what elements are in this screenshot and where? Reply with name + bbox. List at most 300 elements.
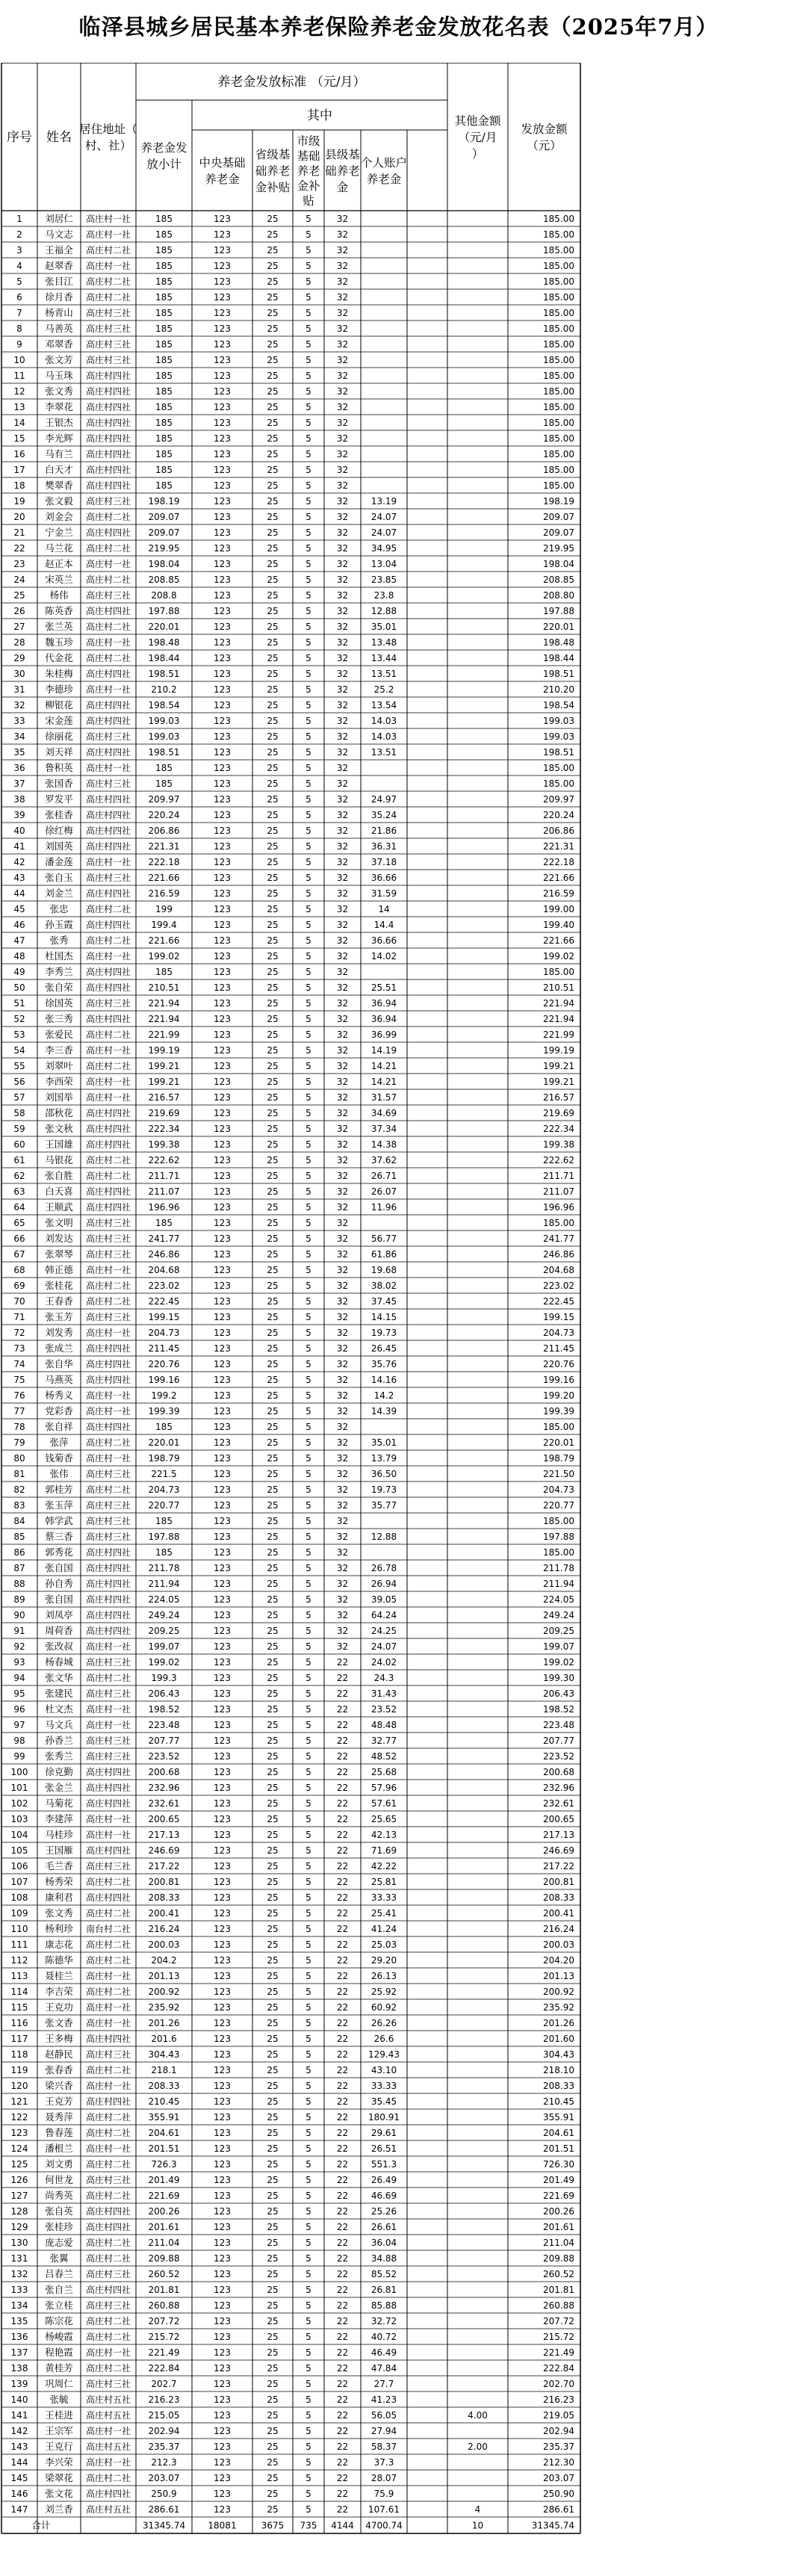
cell-payout: 201.26 <box>543 2018 574 2028</box>
cell-name: 魏玉珍 <box>45 637 73 648</box>
totals-provincial: 3675 <box>261 2520 285 2531</box>
cell-county: 32 <box>336 261 349 271</box>
cell-central: 123 <box>214 2504 231 2515</box>
cell-municipal: 5 <box>306 543 311 554</box>
cell-county: 22 <box>336 2065 349 2075</box>
cell-address: 高庄村五社 <box>85 2410 131 2421</box>
cell-seq: 72 <box>13 1328 25 1338</box>
cell-name: 朱桂梅 <box>45 668 73 679</box>
cell-address: 高庄村四社 <box>85 465 131 475</box>
cell-payout: 185.00 <box>543 308 574 318</box>
cell-county: 32 <box>336 1249 349 1260</box>
cell-address: 南台村二社 <box>85 1924 131 1934</box>
cell-subtotal: 209.97 <box>148 794 180 805</box>
cell-county: 32 <box>336 763 349 773</box>
cell-address: 高庄村四社 <box>85 1626 131 1636</box>
cell-personal: 29.61 <box>370 2128 397 2138</box>
cell-provincial: 25 <box>267 386 279 397</box>
cell-address: 高庄村一社 <box>85 857 131 867</box>
cell-name: 李光辉 <box>45 433 73 444</box>
cell-subtotal: 222.62 <box>148 1155 180 1165</box>
cell-municipal: 5 <box>306 669 311 679</box>
cell-payout: 185.00 <box>543 449 574 459</box>
cell-subtotal: 198.79 <box>148 1453 180 1464</box>
cell-municipal: 5 <box>306 292 311 303</box>
cell-provincial: 25 <box>267 2426 279 2436</box>
cell-payout: 224.05 <box>543 1594 574 1605</box>
cell-central: 123 <box>214 1877 231 1887</box>
cell-central: 123 <box>214 496 231 507</box>
cell-provincial: 25 <box>267 2018 279 2028</box>
cell-central: 123 <box>214 1218 231 1228</box>
cell-personal: 24.97 <box>370 794 397 805</box>
cell-central: 123 <box>214 2222 231 2232</box>
cell-payout: 250.90 <box>543 2489 574 2499</box>
cell-subtotal: 235.37 <box>148 2442 180 2452</box>
cell-address: 高庄村四社 <box>85 433 131 444</box>
cell-county: 32 <box>336 794 349 805</box>
cell-seq: 133 <box>10 2285 28 2295</box>
cell-provincial: 25 <box>267 1390 279 1401</box>
cell-address: 高庄村一社 <box>85 1092 131 1103</box>
cell-municipal: 5 <box>306 1343 311 1354</box>
cell-seq: 144 <box>10 2457 28 2468</box>
cell-name: 宋英兰 <box>45 574 73 585</box>
cell-seq: 42 <box>13 857 25 867</box>
cell-address: 高庄村四社 <box>85 1124 131 1134</box>
cell-subtotal: 218.1 <box>151 2065 177 2075</box>
cell-county: 32 <box>336 1014 349 1024</box>
cell-central: 123 <box>214 1155 231 1165</box>
cell-municipal: 5 <box>306 527 311 538</box>
cell-municipal: 5 <box>306 2489 311 2499</box>
cell-central: 123 <box>214 2473 231 2483</box>
cell-provincial: 25 <box>267 2410 279 2421</box>
cell-county: 32 <box>336 1233 349 1244</box>
cell-name: 刘兰香 <box>45 2504 73 2515</box>
cell-name: 刘天祥 <box>45 746 73 758</box>
header-other: 其他金额 <box>454 114 501 128</box>
cell-personal: 14.15 <box>370 1312 397 1322</box>
cell-municipal: 5 <box>306 622 311 632</box>
cell-name: 孙香兰 <box>45 1735 73 1746</box>
cell-personal: 14.02 <box>370 951 397 962</box>
header-provincial: 础养老 <box>255 164 291 178</box>
cell-central: 123 <box>214 1469 231 1479</box>
cell-county: 32 <box>336 1453 349 1464</box>
cell-county: 32 <box>336 716 349 726</box>
cell-payout: 199.02 <box>543 951 574 962</box>
cell-payout: 185.00 <box>543 480 574 491</box>
cell-subtotal: 221.94 <box>148 998 180 1009</box>
cell-central: 123 <box>214 1422 231 1432</box>
cell-municipal: 5 <box>306 1375 311 1385</box>
cell-provincial: 25 <box>267 1030 279 1040</box>
cell-payout: 208.33 <box>543 1892 574 1903</box>
cell-provincial: 25 <box>267 2379 279 2389</box>
cell-provincial: 25 <box>267 1704 279 1715</box>
cell-subtotal: 210.2 <box>151 684 177 695</box>
cell-personal: 47.84 <box>370 2363 397 2374</box>
totals-label: 合计 <box>31 2519 51 2531</box>
cell-provincial: 25 <box>267 967 279 977</box>
cell-name: 刘居仁 <box>45 213 73 224</box>
cell-provincial: 25 <box>267 2175 279 2185</box>
cell-provincial: 25 <box>267 1092 279 1103</box>
cell-county: 32 <box>336 684 349 695</box>
cell-personal: 42.13 <box>370 1830 397 1840</box>
cell-provincial: 25 <box>267 747 279 758</box>
cell-municipal: 5 <box>306 700 311 710</box>
cell-central: 123 <box>214 716 231 726</box>
cell-seq: 38 <box>13 794 25 805</box>
cell-subtotal: 223.02 <box>148 1281 180 1291</box>
cell-payout: 221.66 <box>543 935 574 946</box>
cell-subtotal: 185 <box>155 292 173 303</box>
cell-subtotal: 199.03 <box>148 731 180 742</box>
cell-name: 邵秋花 <box>45 1107 73 1118</box>
cell-county: 32 <box>336 292 349 303</box>
cell-municipal: 5 <box>306 1233 311 1244</box>
cell-payout: 222.84 <box>543 2363 574 2374</box>
cell-subtotal: 199.19 <box>148 1045 180 1056</box>
cell-name: 马银花 <box>45 1154 73 1165</box>
cell-address: 高庄村二社 <box>85 1939 131 1950</box>
cell-municipal: 5 <box>306 1594 311 1605</box>
cell-subtotal: 196.96 <box>148 1202 180 1213</box>
cell-seq: 76 <box>13 1390 25 1401</box>
cell-subtotal: 204.73 <box>148 1328 180 1338</box>
cell-municipal: 5 <box>306 1845 311 1856</box>
cell-seq: 73 <box>13 1343 25 1354</box>
cell-payout: 204.73 <box>543 1328 574 1338</box>
cell-county: 32 <box>336 841 349 852</box>
cell-name: 刘国英 <box>45 840 73 852</box>
cell-provincial: 25 <box>267 339 279 350</box>
cell-name: 吕春兰 <box>45 2268 73 2279</box>
cell-subtotal: 199.02 <box>148 1657 180 1668</box>
cell-county: 22 <box>336 1673 349 1683</box>
cell-address: 高庄村四社 <box>85 418 131 428</box>
cell-county: 32 <box>336 355 349 365</box>
cell-central: 123 <box>214 2081 231 2091</box>
cell-provincial: 25 <box>267 590 279 601</box>
cell-municipal: 5 <box>306 1516 311 1526</box>
cell-county: 22 <box>336 1987 349 1997</box>
cell-payout: 222.34 <box>543 1124 574 1134</box>
cell-subtotal: 200.03 <box>148 1939 180 1950</box>
cell-county: 22 <box>336 1877 349 1887</box>
cell-address: 高庄村一社 <box>85 229 131 240</box>
cell-name: 张伟 <box>49 1468 69 1479</box>
cell-address: 高庄村一社 <box>85 1265 131 1275</box>
cell-payout: 211.71 <box>543 1171 574 1181</box>
cell-seq: 100 <box>10 1767 28 1777</box>
cell-personal: 35.45 <box>370 2096 397 2107</box>
cell-subtotal: 217.13 <box>148 1830 180 1840</box>
cell-county: 32 <box>336 1218 349 1228</box>
cell-seq: 39 <box>13 810 25 820</box>
cell-address: 高庄村二社 <box>85 1908 131 1919</box>
cell-municipal: 5 <box>306 2143 311 2154</box>
cell-payout: 201.60 <box>543 2034 574 2044</box>
cell-county: 22 <box>336 2143 349 2154</box>
cell-county: 22 <box>336 1861 349 1871</box>
cell-payout: 216.57 <box>543 1092 574 1103</box>
cell-address: 高庄村四社 <box>85 794 131 805</box>
cell-municipal: 5 <box>306 371 311 381</box>
cell-municipal: 5 <box>306 1767 311 1777</box>
cell-provincial: 25 <box>267 1783 279 1793</box>
cell-subtotal: 201.49 <box>148 2175 180 2185</box>
cell-seq: 60 <box>13 1139 25 1150</box>
cell-central: 123 <box>214 2096 231 2107</box>
cell-seq: 50 <box>13 982 25 993</box>
cell-seq: 93 <box>13 1657 25 1668</box>
cell-payout: 209.97 <box>543 794 574 805</box>
cell-seq: 61 <box>13 1155 25 1165</box>
cell-name: 李吉荣 <box>45 1986 73 1997</box>
cell-payout: 185.00 <box>543 276 574 287</box>
cell-personal: 13.51 <box>370 669 397 679</box>
cell-address: 高庄村四社 <box>85 527 131 538</box>
cell-seq: 84 <box>13 1516 25 1526</box>
cell-central: 123 <box>214 527 231 538</box>
cell-personal: 39.05 <box>370 1594 397 1605</box>
cell-central: 123 <box>214 2065 231 2075</box>
cell-address: 高庄村三社 <box>85 2175 131 2185</box>
cell-provincial: 25 <box>267 1469 279 1479</box>
cell-provincial: 25 <box>267 1296 279 1307</box>
cell-provincial: 25 <box>267 606 279 616</box>
cell-municipal: 5 <box>306 1328 311 1338</box>
cell-seq: 136 <box>10 2332 28 2342</box>
cell-address: 高庄村一社 <box>85 763 131 773</box>
cell-personal: 26.13 <box>370 1971 397 1981</box>
cell-address: 高庄村四社 <box>85 1014 131 1024</box>
cell-seq: 109 <box>10 1908 28 1919</box>
cell-subtotal: 199.2 <box>151 1390 177 1401</box>
cell-personal: 14.19 <box>370 1045 397 1056</box>
cell-provincial: 25 <box>267 1657 279 1668</box>
cell-municipal: 5 <box>306 1171 311 1181</box>
cell-county: 22 <box>336 2002 349 2013</box>
cell-payout: 219.05 <box>543 2410 574 2421</box>
cell-county: 32 <box>336 606 349 616</box>
cell-central: 123 <box>214 2394 231 2405</box>
cell-central: 123 <box>214 998 231 1009</box>
cell-name: 张成兰 <box>45 1343 73 1354</box>
cell-address: 高庄村三社 <box>85 308 131 318</box>
cell-county: 22 <box>336 2473 349 2483</box>
cell-name: 白天喜 <box>45 1186 73 1197</box>
cell-municipal: 5 <box>306 2442 311 2452</box>
cell-seq: 104 <box>10 1830 28 1840</box>
cell-seq: 117 <box>10 2034 28 2044</box>
cell-seq: 97 <box>13 1720 25 1730</box>
cell-subtotal: 209.88 <box>148 2253 180 2264</box>
cell-name: 邓翠香 <box>45 338 73 350</box>
cell-payout: 219.69 <box>543 1108 574 1118</box>
cell-address: 高庄村二社 <box>85 1155 131 1165</box>
cell-provincial: 25 <box>267 2065 279 2075</box>
cell-central: 123 <box>214 2159 231 2170</box>
cell-name: 张自华 <box>45 1358 73 1369</box>
cell-municipal: 5 <box>306 1720 311 1730</box>
cell-seq: 86 <box>13 1547 25 1558</box>
cell-municipal: 5 <box>306 1124 311 1134</box>
cell-name: 马文兵 <box>45 1719 73 1730</box>
cell-county: 32 <box>336 888 349 899</box>
cell-payout: 219.95 <box>543 543 574 554</box>
cell-name: 梁翠花 <box>45 2472 73 2483</box>
cell-central: 123 <box>214 1249 231 1260</box>
cell-seq: 34 <box>13 731 25 742</box>
cell-seq: 96 <box>13 1704 25 1715</box>
cell-seq: 85 <box>13 1532 25 1542</box>
cell-subtotal: 215.72 <box>148 2332 180 2342</box>
cell-provincial: 25 <box>267 716 279 726</box>
cell-name: 赵翠香 <box>45 260 73 271</box>
cell-payout: 211.78 <box>543 1563 574 1573</box>
cell-payout: 221.94 <box>543 1014 574 1024</box>
totals-municipal: 735 <box>300 2520 317 2531</box>
cell-name: 张国香 <box>45 778 73 789</box>
cell-county: 32 <box>336 778 349 789</box>
cell-county: 32 <box>336 1626 349 1636</box>
cell-central: 123 <box>214 2285 231 2295</box>
cell-personal: 25.51 <box>370 982 397 993</box>
cell-county: 22 <box>336 1751 349 1762</box>
cell-provincial: 25 <box>267 982 279 993</box>
cell-municipal: 5 <box>306 747 311 758</box>
cell-name: 徐克勤 <box>45 1766 73 1777</box>
cell-name: 张改叔 <box>45 1641 73 1652</box>
cell-subtotal: 199.3 <box>151 1673 177 1683</box>
cell-municipal: 5 <box>306 2363 311 2374</box>
cell-subtotal: 185 <box>155 480 173 491</box>
cell-county: 32 <box>336 951 349 962</box>
cell-address: 高庄村四社 <box>85 669 131 679</box>
cell-county: 22 <box>336 2190 349 2201</box>
cell-county: 22 <box>336 1783 349 1793</box>
cell-other: 4.00 <box>468 2410 488 2421</box>
cell-provincial: 25 <box>267 731 279 742</box>
cell-personal: 56.77 <box>370 1233 397 1244</box>
cell-personal: 35.01 <box>370 622 397 632</box>
cell-payout: 185.00 <box>543 371 574 381</box>
cell-name: 樊翠香 <box>45 480 73 491</box>
cell-seq: 121 <box>10 2096 28 2107</box>
cell-name: 康利君 <box>45 1892 73 1903</box>
cell-municipal: 5 <box>306 2347 311 2358</box>
cell-name: 徐红梅 <box>45 825 73 836</box>
cell-subtotal: 220.77 <box>148 1500 180 1511</box>
cell-seq: 71 <box>13 1312 25 1322</box>
cell-county: 32 <box>336 1030 349 1040</box>
cell-payout: 199.21 <box>543 1077 574 1087</box>
cell-subtotal: 198.44 <box>148 653 180 663</box>
cell-central: 123 <box>214 2410 231 2421</box>
cell-name: 梁兴香 <box>45 2080 73 2091</box>
cell-central: 123 <box>214 684 231 695</box>
cell-subtotal: 221.94 <box>148 1014 180 1024</box>
cell-personal: 85.88 <box>370 2300 397 2311</box>
cell-address: 高庄村五社 <box>85 2442 131 2452</box>
cell-address: 高庄村一社 <box>85 1641 131 1652</box>
cell-payout: 198.48 <box>543 637 574 648</box>
cell-payout: 223.48 <box>543 1720 574 1730</box>
cell-county: 22 <box>336 2206 349 2217</box>
cell-county: 32 <box>336 1422 349 1432</box>
cell-payout: 199.21 <box>543 1061 574 1071</box>
cell-name: 王克功 <box>45 2001 73 2013</box>
cell-payout: 212.30 <box>543 2457 574 2468</box>
cell-central: 123 <box>214 245 231 256</box>
cell-provincial: 25 <box>267 794 279 805</box>
cell-subtotal: 200.41 <box>148 1908 180 1919</box>
cell-county: 32 <box>336 1281 349 1291</box>
cell-name: 张文花 <box>45 2488 73 2499</box>
cell-central: 123 <box>214 1296 231 1307</box>
cell-county: 32 <box>336 1579 349 1589</box>
cell-seq: 118 <box>10 2049 28 2060</box>
cell-payout: 199.07 <box>543 1641 574 1652</box>
cell-central: 123 <box>214 1124 231 1134</box>
cell-seq: 58 <box>13 1108 25 1118</box>
cell-payout: 185.00 <box>543 402 574 412</box>
cell-payout: 210.45 <box>543 2096 574 2107</box>
header-county: 础养老 <box>325 164 360 178</box>
cell-seq: 56 <box>13 1077 25 1087</box>
cell-name: 党彩香 <box>45 1405 73 1417</box>
cell-subtotal: 232.61 <box>148 1798 180 1809</box>
cell-municipal: 5 <box>306 1641 311 1652</box>
cell-seq: 110 <box>10 1924 28 1934</box>
cell-central: 123 <box>214 1186 231 1197</box>
cell-subtotal: 199.38 <box>148 1139 180 1150</box>
cell-seq: 67 <box>13 1249 25 1260</box>
cell-seq: 141 <box>10 2410 28 2421</box>
cell-seq: 120 <box>10 2081 28 2091</box>
cell-payout: 221.49 <box>543 2347 574 2358</box>
cell-personal: 26.07 <box>370 1186 397 1197</box>
cell-seq: 87 <box>13 1563 25 1573</box>
cell-personal: 37.3 <box>373 2457 394 2468</box>
cell-subtotal: 185 <box>155 967 173 977</box>
header-payout: 发放金额 <box>521 123 568 136</box>
cell-payout: 200.68 <box>543 1767 574 1777</box>
cell-provincial: 25 <box>267 951 279 962</box>
cell-subtotal: 215.05 <box>148 2410 180 2421</box>
cell-name: 杨秀荣 <box>45 1876 73 1887</box>
cell-address: 高庄村二社 <box>85 2253 131 2264</box>
cell-central: 123 <box>214 465 231 475</box>
cell-central: 123 <box>214 1845 231 1856</box>
cell-seq: 19 <box>13 496 25 507</box>
cell-name: 王桂进 <box>45 2409 73 2421</box>
cell-subtotal: 220.24 <box>148 810 180 820</box>
cell-subtotal: 210.51 <box>148 982 180 993</box>
cell-address: 高庄村四社 <box>85 606 131 616</box>
cell-central: 123 <box>214 2316 231 2326</box>
cell-subtotal: 200.65 <box>148 1814 180 1824</box>
cell-subtotal: 202.7 <box>151 2379 177 2389</box>
cell-payout: 207.72 <box>543 2316 574 2326</box>
cell-personal: 11.96 <box>370 1202 397 1213</box>
cell-municipal: 5 <box>306 214 311 224</box>
cell-provincial: 25 <box>267 2332 279 2342</box>
